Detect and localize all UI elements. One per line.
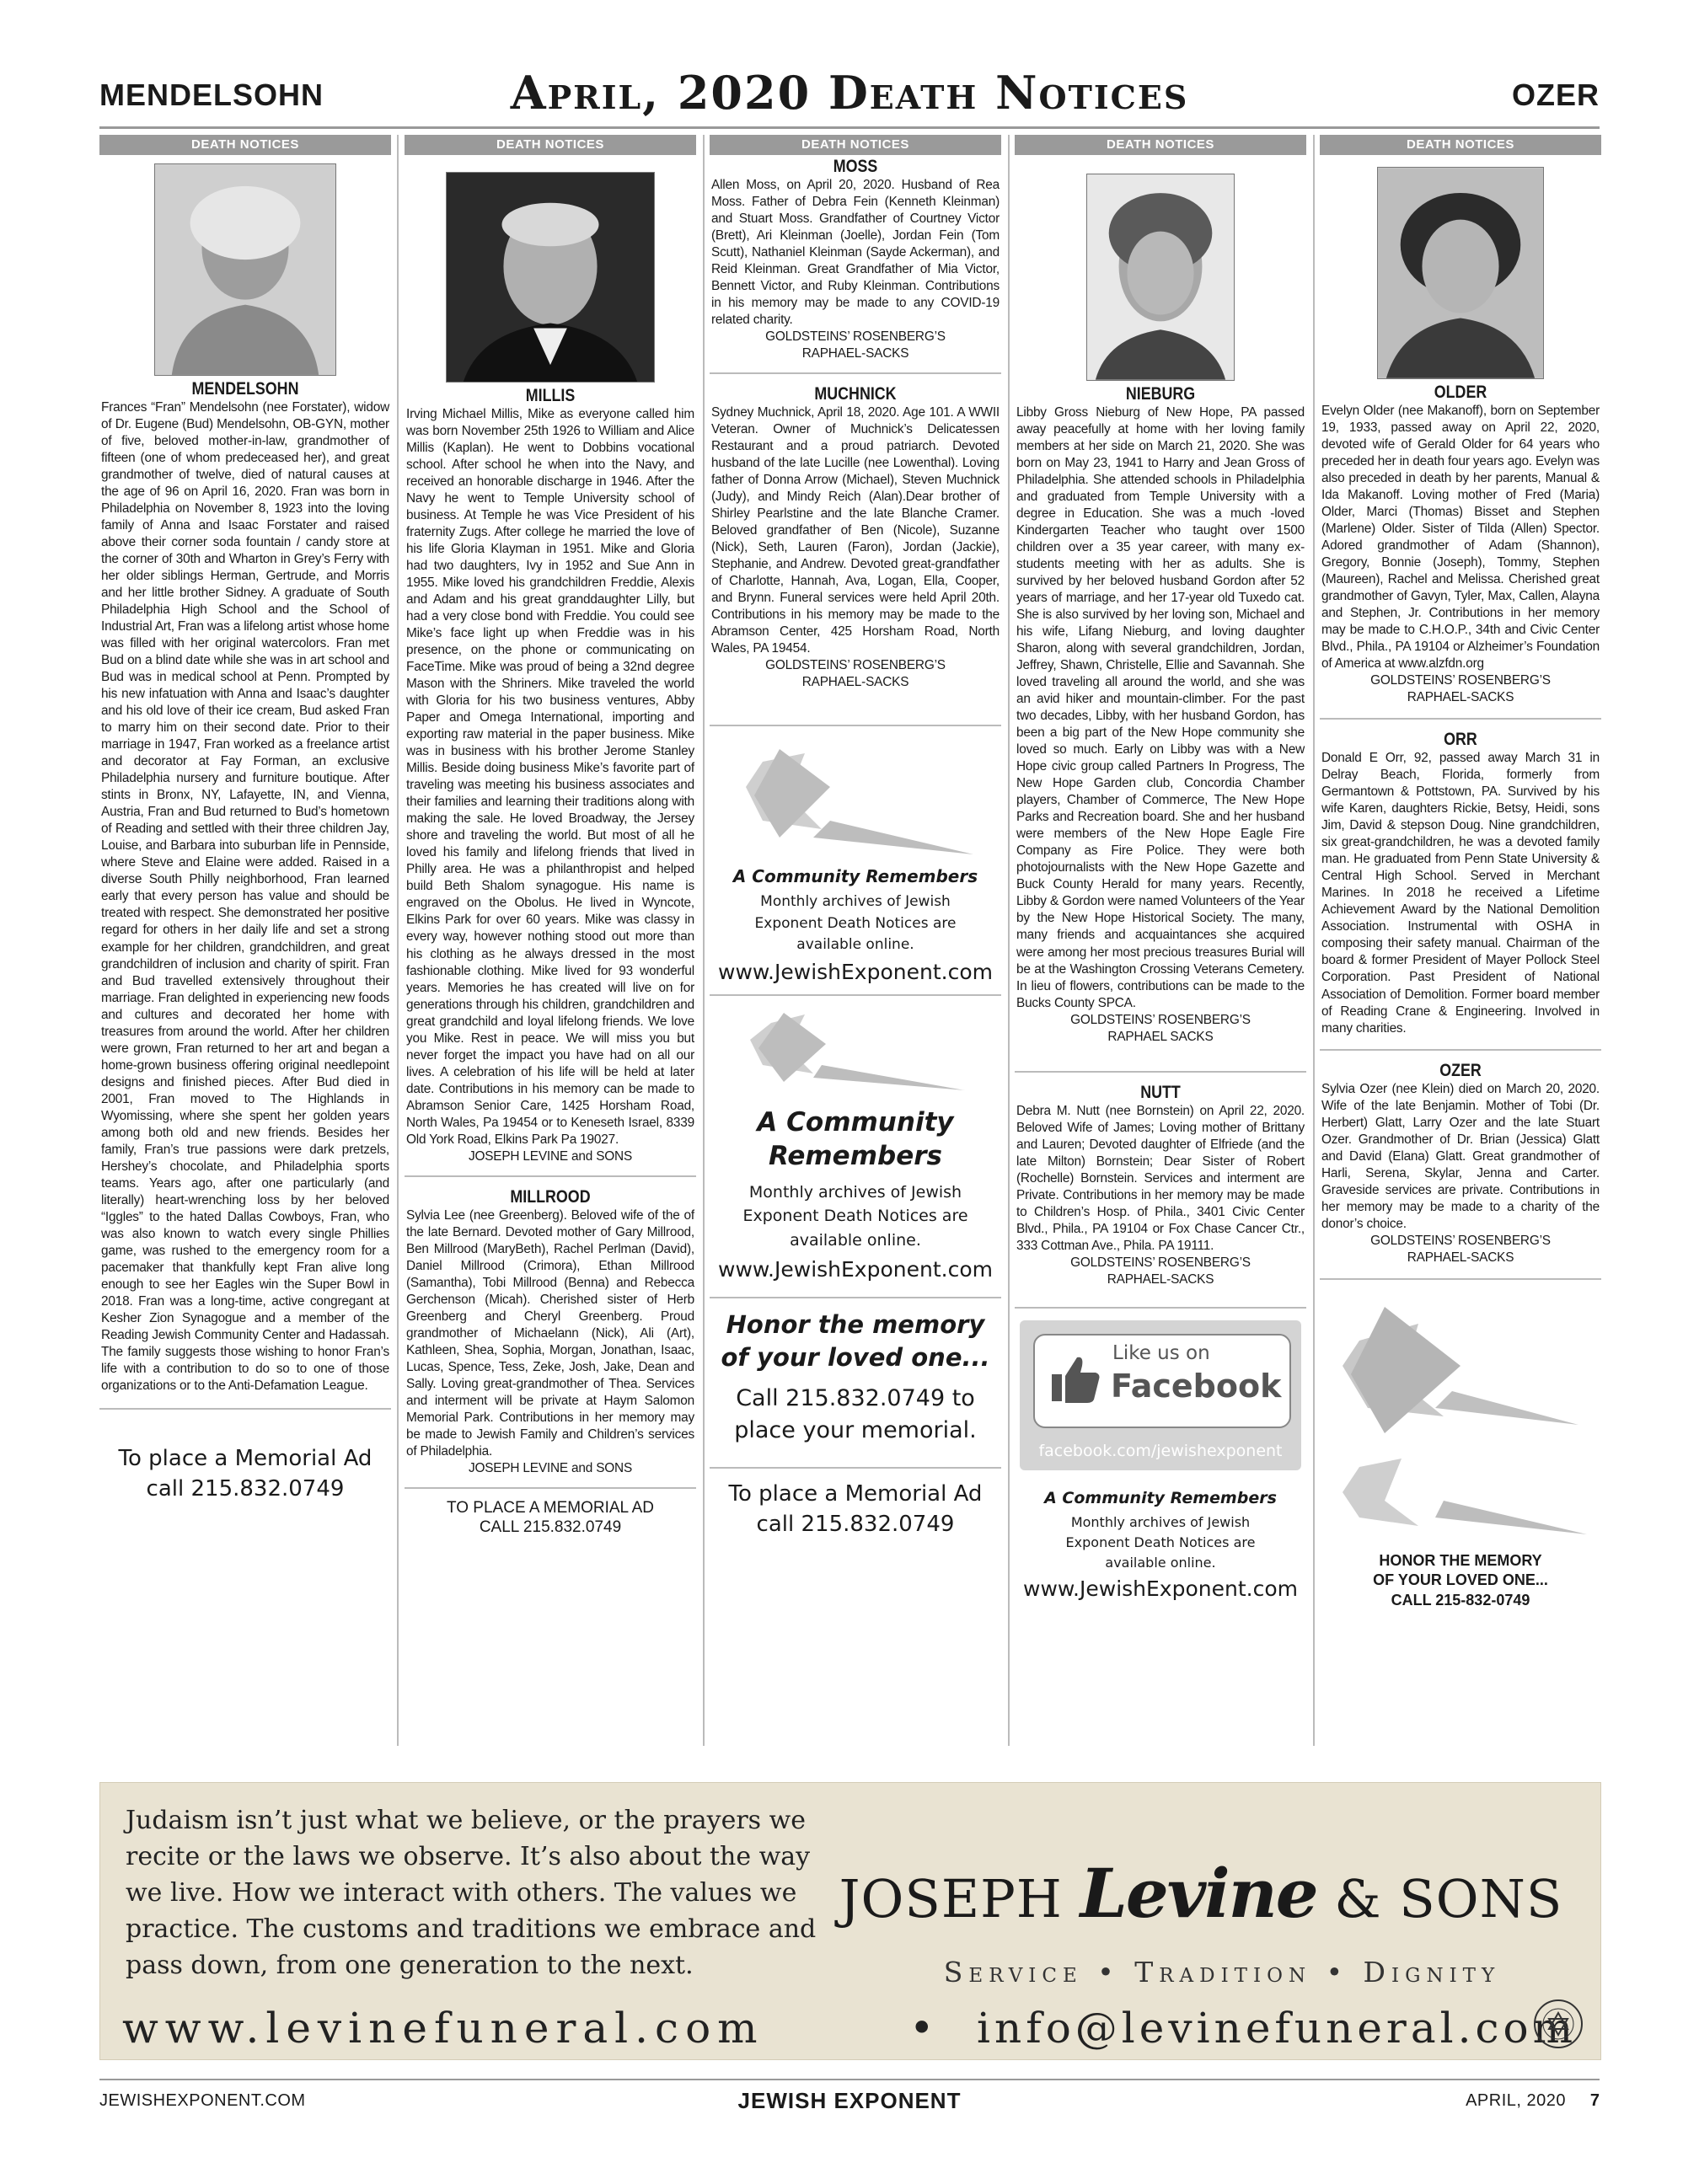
memorial-ad-line: TO PLACE A MEMORIAL AD [446, 1498, 655, 1517]
banner-bullet: • [909, 2004, 935, 2053]
section-tag: DEATH NOTICES [710, 135, 1001, 155]
banner-logo [830, 1854, 1572, 1933]
column-5 [1320, 135, 1601, 1610]
header-rule [99, 126, 1600, 129]
obituary-text: Donald E Orr, 92, passed away March 31 in Delray Beach, Florida, formerly from Germantown & Pottstown, PA. Survived by his wife Karen, daughters Rickie, Betsy, Heidi, sons Jim, David & stepson Doug. Nine grandchildren, six great-grandchildren, he was a devoted family man. He graduated from Penn State University & Central High School. Served in Merchant Marines. In 2018 he received a Lifetime Achievement Award by the National Demolition Association. Instrumental with OSHA in composing their safety manual. Chairman of the board & former President of Mayer Pollock Steel Corporation. Past President of National Association of Demolition. Former board member of Reading Crane & Engineering. Involved in many charities. [1321, 751, 1600, 1036]
funeral-home: RAPHAEL SACKS [1107, 1029, 1214, 1044]
star-of-david-icon [1326, 1290, 1595, 1543]
section-tag: DEATH NOTICES [405, 135, 696, 155]
section-tag: DEATH NOTICES [1320, 135, 1601, 155]
column-1 [99, 135, 391, 1505]
column-2 [405, 135, 696, 1538]
funeral-home: GOLDSTEINS’ ROSENBERG’S [1370, 673, 1551, 688]
divider [99, 1408, 391, 1410]
community-remembers-title: A Community Remembers [757, 1106, 954, 1172]
funeral-home: GOLDSTEINS’ ROSENBERG’S [765, 329, 946, 345]
honor-memory-phone: CALL 215-832-0749 [1391, 1591, 1530, 1609]
obituary-text: Sydney Muchnick, April 18, 2020. Age 101. A WWII Veteran. Owner of Muchnick’s Delicatessen Restaurant and a proud patriarch. Devoted husband of the late Lucille (nee Lowenthal). Loving father of Donna Arrow (Michael), Steven Muchnick (Judy), and Mindy Reich (Alan).Dear brother of Shirley Pearlstine and the late Blanche Cramer. Beloved grandfather of Ben (Nicole), Suzanne (Nick), Seth, Lauren (Faron), Jordan (Jackie), Stephanie, and Andrew. Devoted great-grandfather of Charlotte, Hannah, Ava, Logan, Ella, Cooper, and Brynn. Funeral services were held April 20th. Contributions in his memory may be made to the Abramson Center, 425 Horsham Road, North Wales, PA 19454. [711, 405, 1000, 656]
divider [1015, 1071, 1306, 1073]
divider [1320, 718, 1601, 720]
community-remembers-title: A Community Remembers [732, 866, 978, 887]
logo-script: Levine [1080, 1854, 1317, 1933]
website-link[interactable]: www.JewishExponent.com [1023, 1576, 1298, 1601]
column-divider [397, 135, 399, 1746]
association-seal-icon [1533, 1999, 1584, 2049]
funeral-home: RAPHAEL-SACKS [801, 675, 909, 690]
obituary-text: Sylvia Ozer (nee Klein) died on March 20, 2020. Wife of the late Benjamin. Mother of Tobi (Dr. Herbert) Glatt, Larry Ozer and the late Stuart Ozer. Grandmother of Dr. Brian (Jessica) Glatt and David (Elana) Glatt. Great grandmother of Harli, Serena, Skylar, Jenna and Carter. Graveside services are private. Contributions in her memory may be made to a charity of the donor’s choice. [1321, 1081, 1600, 1231]
divider [710, 372, 1001, 374]
footer-date: APRIL, 2020 [1466, 2091, 1566, 2110]
divider [405, 1175, 696, 1177]
funeral-home: GOLDSTEINS’ ROSENBERG’S [1070, 1255, 1251, 1270]
logo-word: JOSEPH [839, 1868, 1063, 1930]
funeral-home: RAPHAEL-SACKS [1107, 1271, 1214, 1287]
obituary-name: ORR [1444, 730, 1477, 750]
obituary-text: Irving Michael Millis, Mike as everyone called him was born November 25th 1926 to William and Alice Millis (Kaplan). He went to Dobbins vocational school. After school he when into the Navy, and received an honorable discharge in 1946. After the Navy he went to Temple University school of business. At Temple he was Vice President of his fraternity Zugs. After college he married the love of his life Gloria Klayman in 1951. Mike and Gloria had two daughters, Ivy in 1952 and Sue Ann in 1955. Mike loved his grandchildren Freddie, Alexis and Adam and his great granddaughter Lilly, but had a very close bond with Freddie. You could see Mike’s face light up when Freddie was in his presence, on the phone or communicating on FaceTime. Mike was proud of being a 32nd degree Mason with the Shriners. Mike traveled the world with Gloria for his two business ventures, Abby Paper and Omega International, importing and exporting raw material in the paper business. Mike was in business with his brother Jerome Stanley Millis. Beside doing business Mike’s favorite part of traveling was meeting his business associates and their families and learning their traditions along with making the sale. He loved Broadway, the Jersey shore and traveling the world. But most of all he loved his family and lifelong friends that lived in Philly area. He was a philanthropist and helped build Beth Shalom synagogue. His name is engraved on the Obolus. He lived in Wyncote, Elkins Park for over 60 years. Mike was classy in every way, however nothing stood out more than his clothing as he always dressed in the most fashionable clothing. Mike lived for 93 wonderful years. Memories he has created will live on for generations through his children, grandchildren and great grandchild and loyal lifelong friends. We love you Mike. Rest in peace. We will miss you but never forget the impact you have had on all our lives. A celebration of his life will be held at later date. Contributions in his memory can be made to Abramson Senior Care, 1425 Horsham Road, North Wales, Pa 19454 or to Keneseth Israel, 8339 Old York Road, Elkins Park Pa 19027. [406, 407, 694, 1147]
column-divider [703, 135, 705, 1746]
community-remembers-text: Monthly archives of Jewish Exponent Death Notices are available online. [1065, 1513, 1256, 1571]
portrait-photo [1086, 174, 1235, 381]
obituary-text: Sylvia Lee (nee Greenberg). Beloved wife of the of the late Bernard. Devoted mother of Gary Millrood, Ben Millrood (MaryBeth), Rachel Perlman (David), Daniel Millrood (Crimora), Ethan Millrood (Samantha), Tobi Millrood (Benna) and Rebecca Gerchenson (Micah). Cherished sister of Herb Greenberg and Cheryl Greenberg. Proud grandmother of Michaelann (Nick), Ali (Art), Kathleen, Shea, Sophia, Morgan, Jonathan, Isaac, Lucas, Spence, Tess, Zeke, Josh, Jake, Dean and Sally. Loving great-grandmother of Thea. Services and interment will be private at Haym Salomon Memorial Park. Contributions in her memory may be made to Jewish Family and Children’s services of Philadelphia. [406, 1207, 694, 1459]
obituary-text: Debra M. Nutt (nee Bornstein) on April 22, 2020. Beloved Wife of James; Loving mother of Brittany and Lauren; Devoted daughter of Elfriede (and the late Milton) Bornstein; Dear Sister of Robert (Rochelle) Bornstein. Services and interment are Private. Contributions in her memory may be made to Children’s Hosp. of Phila., 3401 Civic Center Blvd., Phila., PA 19104 or Fox Chase Cancer Ctr., 333 Cottman Ave., Phila. PA 19111. [1016, 1103, 1305, 1253]
facebook-line2: Facebook [1111, 1367, 1282, 1405]
star-of-david-icon [737, 1006, 973, 1099]
banner-website[interactable]: www.levinefuneral.com [122, 2004, 764, 2053]
page-number: 7 [1589, 2091, 1600, 2110]
column-4 [1015, 135, 1306, 1601]
honor-memory-text: Call 215.832.0749 to place your memorial. [734, 1385, 977, 1444]
funeral-home: RAPHAEL-SACKS [801, 346, 909, 361]
thumbs-up-icon [1048, 1351, 1102, 1405]
obituary-name: NIEBURG [1125, 384, 1196, 404]
column-divider [1313, 135, 1315, 1746]
banner-tagline: Service • Tradition • Dignity [943, 1956, 1501, 1989]
obituary-name: MOSS [833, 157, 878, 176]
community-remembers-text: Monthly archives of Jewish Exponent Death Notices are available online. [754, 893, 957, 954]
funeral-home: RAPHAEL-SACKS [1407, 690, 1514, 705]
column-3 [710, 135, 1001, 1540]
funeral-home: GOLDSTEINS’ ROSENBERG’S [1370, 1233, 1551, 1248]
footer-website: JEWISHEXPONENT.COM [99, 2091, 306, 2110]
obituary-name: MILLIS [525, 386, 576, 405]
funeral-home: JOSEPH LEVINE and SONS [468, 1460, 633, 1475]
banner-quote: Judaism isn’t just what we believe, or the prayers we recite or the laws we observe. It’s also about the way we live. How we interact with others. The values we practice. The customs and traditions we embrace and pass down, from one generation to the next. [126, 1806, 817, 1980]
logo-word: & SONS [1334, 1868, 1563, 1930]
community-remembers-text: Monthly archives of Jewish Exponent Death Notices are available online. [742, 1182, 968, 1250]
section-tag: DEATH NOTICES [1015, 135, 1306, 155]
obituary-name: MILLROOD [510, 1186, 591, 1207]
banner-email[interactable]: info@levinefuneral.com [977, 2004, 1578, 2053]
obituary-text: Allen Moss, on April 20, 2020. Husband of Rea Moss. Father of Debra Fein (Kenneth Kleinman) and Stuart Moss. Grandfather of Courtney Victor (Brett), Ari Kleinman (Joelle), Jordan Fein (Tom Scutt), Nathaniel Kleinman (Sayde Ackerman), and Reid Kleinman. Great Grandfather of Mia Victor, Bennett Victor, and Ruby Kleinman. Contributions in his memory may be made to any COVID-19 related charity. [711, 178, 1000, 328]
obituary-name: MUCHNICK [814, 384, 897, 404]
facebook-ad[interactable] [1020, 1320, 1301, 1470]
divider [405, 1487, 696, 1489]
portrait-photo [154, 163, 336, 376]
portrait-photo [446, 172, 655, 383]
footer-rule [99, 2079, 1600, 2080]
divider [710, 725, 1001, 726]
funeral-home: RAPHAEL-SACKS [1407, 1250, 1514, 1265]
honor-memory-line: OF YOUR LOVED ONE... [1373, 1571, 1548, 1589]
obituary-name: OLDER [1434, 383, 1487, 402]
column-divider [1008, 135, 1010, 1746]
obituary-name: MENDELSOHN [191, 379, 299, 399]
community-remembers-title: A Community Remembers [1044, 1488, 1277, 1507]
memorial-ad: To place a Memorial Ad call 215.832.0749 [118, 1445, 372, 1502]
funeral-home-banner-ad[interactable] [99, 1782, 1601, 2060]
obituary-text: Evelyn Older (nee Makanoff), born on September 19, 1933, passed away on April 22, 2020, devoted wife of Gerald Older for 64 years who preceded her in death four years ago. Evelyn was also preceded in death by her parents, Manual & Ida Makanoff. Loving mother of Fred (Maria) Older, Marci (Thomas) Bisset and Stephen (Marlene) Older. Sister of Tilda (Allen) Spector. Adored grandmother of Adam (Shannon), Gregory, Bonnie (Joseph), Tommy, Stephen (Maureen), Rachel and Melissa. Cherished great grandmother of Gavyn, Tyler, Max, Callen, Alayna and Stephen, Jr. Contributions in her memory may be made to C.H.O.P., 34th and Civic Center Blvd., Phila., PA 19104 or Alzheimer’s Foundation of America at www.alzfdn.org [1321, 404, 1600, 672]
funeral-home: GOLDSTEINS’ ROSENBERG’S [1070, 1012, 1251, 1027]
website-link[interactable]: www.JewishExponent.com [718, 959, 993, 984]
facebook-url[interactable]: facebook.com/jewishexponent [1038, 1441, 1283, 1460]
memorial-ad: To place a Memorial Ad call 215.832.0749 [728, 1480, 983, 1538]
obituary-name: NUTT [1140, 1082, 1181, 1102]
divider [710, 1467, 1001, 1469]
memorial-ad-line: CALL 215.832.0749 [479, 1518, 622, 1536]
honor-memory-title: Honor the memory of your loved one... [721, 1310, 990, 1373]
section-tag: DEATH NOTICES [99, 135, 391, 155]
star-of-david-icon [729, 736, 982, 863]
website-link[interactable]: www.JewishExponent.com [718, 1257, 993, 1282]
funeral-home: JOSEPH LEVINE and SONS [468, 1148, 633, 1164]
obituary-text: Frances “Fran” Mendelsohn (nee Forstater), widow of Dr. Eugene (Bud) Mendelsohn, OB-GYN, mother of five, beloved mother-in-law, grandmother of fifteen (one of whom predeceased her), and great grandmother of twelve, died of natural causes at the age of 96 on April 16, 2020. Fran was born in Philadelphia on November 8, 1923 into the loving family of Anna and Isaac Forstater and raised above their corner soda fountain / candy store at the corner of 30th and Wharton in Grey’s Ferry with her older siblings Herman, Gertrude, and Morris and her little brother Sidney. A graduate of South Philadelphia High School and the School of Industrial Art, Fran was a lifelong artist whose home was filled with her original watercolors. Fran met Bud on a blind date while she was in art school and Bud was in medical school at Penn. Prompted by his new infatuation with Anna and Isaac’s daughter and his old love of their ice cream, Bud asked Fran to marry him on their second date. Prior to their marriage in 1947, Fran worked as a freelance artist and decorator at Fay Forman, an exclusive Philadelphia nursery and furniture boutique. After stints in Bronx, NY, Lafayette, IN, and Vienna, Austria, Fran and Bud returned to Bud’s hometown of Reading and settled with their three children Jay, Louise, and Barbara into suburban life in Pennside, where Steve and Elaine were added. Raised in a diverse South Philly neighborhood, Fran learned early that every person has value and should be treated with respect. She demonstrated her positive regard for others in her daily life and set a strong example for her children, grandchildren, and great grandchildren of inclusion and charity of spirit. Fran and Bud travelled extensively throughout their marriage. Fran delighted in experiencing new foods and cultures and decorated her home with treasures from around the world. After her children were grown, Fran returned to her art and began a home-grown business offering original needlepoint designs and finished pieces. After Bud died in 2001, Fran moved to The Highlands in Wyomissing, where she spent her golden years among both old and new friends. Besides her family, Fran’s true passions were dark pretzels, Hershey’s chocolate, and Philadelphia sports teams. Years ago, after one particularly (and literally) heart-wrenching loss by her beloved “Iggles” to the hated Dallas Cowboys, Fran, who was also known to watch every single Phillies game, was rushed to the emergency room for a pacemaker that thankfully kept Fran alive long enough to see her Eagles win the Super Bowl in 2018. Fran was a long-time, active congregant at Kesher Zion Synagogue and a member of the Reading Jewish Community Center and Hadassah. The family suggests those wishing to honor Fran’s life with a contribution to do so to one of those organizations or to the Anti-Defamation League. [101, 400, 389, 1393]
obituary-name: OZER [1439, 1060, 1482, 1080]
divider [710, 1297, 1001, 1298]
honor-memory-line: HONOR THE MEMORY [1379, 1551, 1542, 1569]
page-title: April, 2020 Death Notices [510, 66, 1189, 120]
divider [1320, 1049, 1601, 1051]
divider [710, 994, 1001, 996]
divider [1320, 1278, 1601, 1280]
obituary-text: Libby Gross Nieburg of New Hope, PA passed away peacefully at home with her loving family members at her side on March 21, 2020. She was born on May 23, 1941 to Harry and Jean Gross of Philadelphia. She attended schools in Philadelphia and graduated from Temple University with a degree in Education. She was a much -loved Kindergarten Teacher who taught over 1500 children over a 35 year career, with many ex-students meeting with her as adults. She is survived by her beloved husband Gordon after 52 years of marriage, and her 17-year old Tuxedo cat. She is also survived by her loving son, Michael and his wife, Lifang Nieburg, and loving daughter Sharon, along with several grandchildren, Jordan, Jeffrey, Shawn, Christelle, Ellie and Savannah. She loved traveling all around the world, and she was an avid hiker and mountain-climber. For the past two decades, Libby, with her husband Gordon, has been a big part of the New Hope community she loved so much. Early on Libby was with a New Hope civic group called Partners In Progress, The New Hope Garden club, Concordia Chamber players, Chamber of Commerce, The New Hope Parks and Recreation board. She and her husband were members of the New Hope Eagle Fire Company as Fire Police. They were both photojournalists with the New Hope Gazette and Buck County Herald for many years. Recently, Libby & Gordon were named Volunteers of the Year by the New Hope Historical Society. The many, many friends and acquaintances she acquired were among her most precious treasures Burial will be at the Washington Crossing Veterans Cemetery. In lieu of flowers, contributions can be made to the Bucks County SPCA. [1016, 405, 1305, 1010]
portrait-photo [1377, 167, 1544, 379]
footer-publication: JEWISH EXPONENT [737, 2088, 962, 2113]
header-left-name: MENDELSOHN [99, 78, 324, 112]
funeral-home: GOLDSTEINS’ ROSENBERG’S [765, 658, 946, 673]
facebook-line1: Like us on [1112, 1341, 1210, 1364]
header-right-name: OZER [1511, 78, 1600, 112]
divider [1015, 1307, 1306, 1309]
